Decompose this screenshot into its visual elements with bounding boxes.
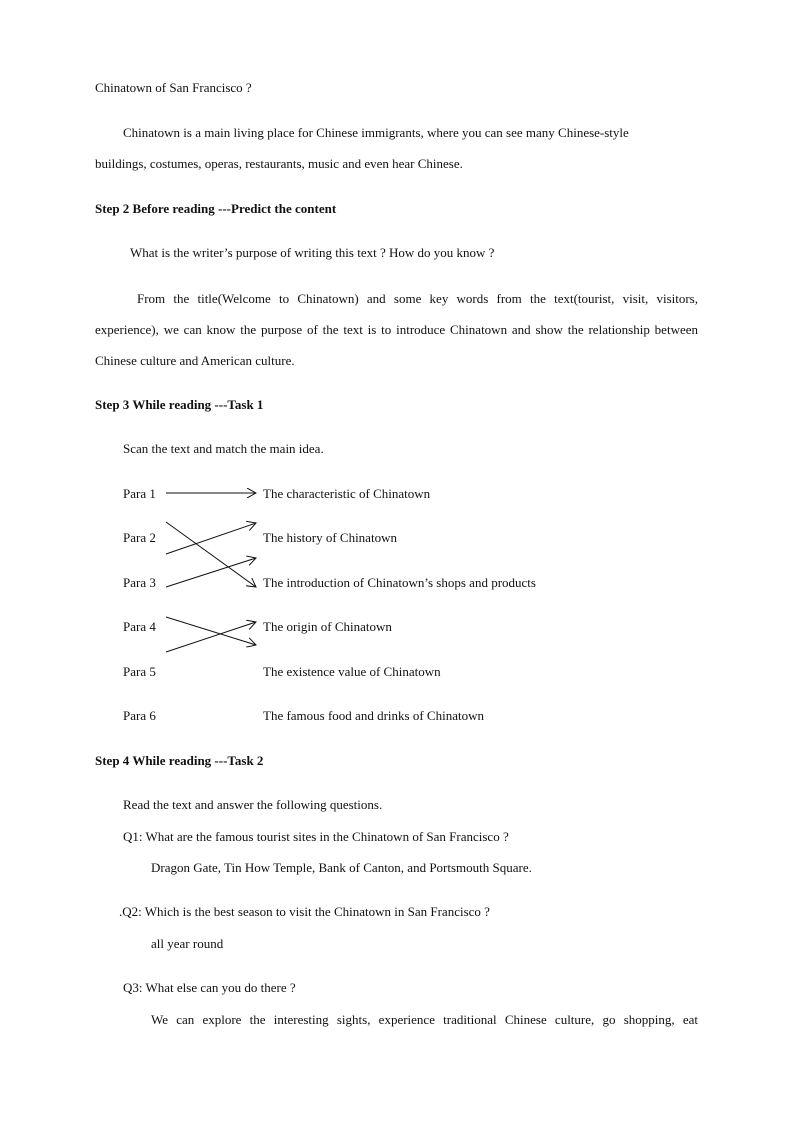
para-label: Para 3	[123, 575, 156, 590]
question-3: Q3: What else can you do there ?	[123, 980, 296, 995]
para-label: Para 6	[123, 708, 156, 723]
step4-instruction: Read the text and answer the following questions.	[123, 797, 383, 812]
step2-answer: From the title(Welcome to Chinatown) and some key words from the text(tourist, visit, visitors, experience), we can know the purpose of the text is to introduce Chinatown and show the relationship between Chinese culture and American culture.	[95, 291, 698, 368]
intro-text-line2: buildings, costumes, operas, restaurants, music and even hear Chinese.	[95, 156, 463, 171]
main-idea: The famous food and drinks of Chinatown	[263, 708, 484, 723]
step2-question: What is the writer’s purpose of writing this text ? How do you know ?	[130, 245, 495, 260]
answer-2: all year round	[151, 936, 224, 951]
step3-heading: Step 3 While reading ---Task 1	[95, 397, 264, 412]
question-1: Q1: What are the famous tourist sites in the Chinatown of San Francisco ?	[123, 829, 509, 844]
para-label: Para 2	[123, 530, 156, 545]
main-idea: The introduction of Chinatown’s shops and products	[263, 575, 536, 590]
main-idea: The origin of Chinatown	[263, 619, 392, 634]
answer-1: Dragon Gate, Tin How Temple, Bank of Canton, and Portsmouth Square.	[151, 860, 532, 875]
answer-3: We can explore the interesting sights, experience traditional Chinese culture, go shopping, eat	[151, 1012, 698, 1027]
step4-heading: Step 4 While reading ---Task 2	[95, 753, 264, 768]
intro-title: Chinatown of San Francisco ?	[95, 80, 252, 95]
main-idea: The history of Chinatown	[263, 530, 397, 545]
arrow	[166, 522, 256, 587]
arrow	[166, 622, 256, 652]
arrow	[166, 617, 256, 645]
main-idea: The existence value of Chinatown	[263, 664, 441, 679]
para-label: Para 1	[123, 486, 156, 501]
intro-text-line1: Chinatown is a main living place for Chinese immigrants, where you can see many Chinese-style	[123, 125, 629, 140]
arrow	[166, 523, 256, 554]
question-2: .Q2: Which is the best season to visit the Chinatown in San Francisco ?	[119, 904, 490, 919]
step3-instruction: Scan the text and match the main idea.	[123, 441, 324, 456]
main-idea: The characteristic of Chinatown	[263, 486, 431, 501]
step2-heading: Step 2 Before reading ---Predict the content	[95, 201, 337, 216]
arrow	[166, 558, 256, 587]
para-label: Para 5	[123, 664, 156, 679]
para-label: Para 4	[123, 619, 156, 634]
